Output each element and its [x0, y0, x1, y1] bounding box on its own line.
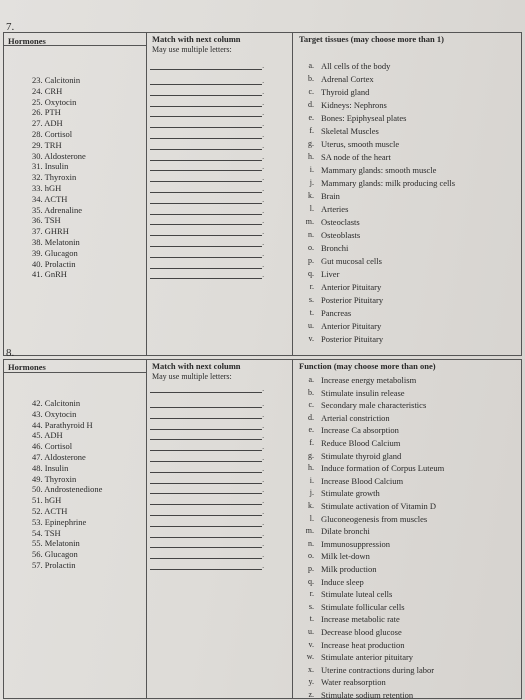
answer-blank[interactable]: [150, 203, 262, 204]
option-letter: a.: [308, 61, 314, 70]
table-8: [3, 359, 522, 699]
option-letter: j.: [309, 178, 314, 187]
option-letter: c.: [308, 87, 314, 96]
hormone-label: 32. Thyroxin: [32, 172, 77, 183]
answer-blank[interactable]: [150, 106, 262, 107]
hormone-label: 46. Cortisol: [32, 441, 73, 452]
hormone-label: 40. Prolactin: [32, 258, 76, 269]
option-letter: i.: [309, 475, 314, 485]
answer-blank[interactable]: [150, 493, 262, 494]
option-letter: h.: [308, 152, 314, 161]
option-letter: w.: [306, 652, 314, 662]
hormone-label: 48. Insulin: [32, 462, 69, 473]
option-text: Stimulate insulin release: [321, 387, 405, 398]
option-text: Adrenal Cortex: [321, 74, 374, 84]
table-8-match-subheader: May use multiple letters:: [152, 372, 232, 381]
hormone-label: 36. TSH: [32, 215, 61, 226]
answer-blank[interactable]: [150, 95, 262, 96]
answer-blank[interactable]: [150, 392, 262, 393]
option-text: Arteries: [321, 204, 349, 214]
answer-blank[interactable]: [150, 558, 262, 559]
option-letter: q.: [308, 576, 314, 586]
option-text: Water reabsorption: [321, 677, 386, 688]
table-8-match-header: Match with next column: [152, 361, 241, 371]
option-text: Posterior Pituitary: [321, 334, 384, 344]
option-text: Reduce Blood Calcium: [321, 438, 401, 448]
option-text: Arterial constriction: [321, 412, 390, 423]
option-letter: p.: [308, 256, 314, 265]
option-text: Decrease blood glucose: [321, 627, 402, 637]
option-letter: p.: [308, 564, 314, 573]
option-text: Pancreas: [321, 308, 352, 318]
option-letter: q.: [308, 269, 314, 278]
answer-blank[interactable]: [150, 515, 262, 516]
table-8-function-header: Function (may choose more than one): [299, 361, 436, 371]
option-text: Milk production: [321, 564, 377, 574]
option-text: Skeletal Muscles: [321, 126, 379, 136]
option-letter: f.: [309, 438, 314, 447]
option-text: Secondary male characteristics: [321, 400, 427, 411]
hormone-label: 51. hGH: [32, 495, 62, 506]
option-text: Milk let-down: [321, 551, 370, 562]
option-text: Liver: [321, 269, 340, 279]
answer-blank[interactable]: [150, 537, 262, 538]
option-text: Increase heat production: [321, 639, 405, 650]
answer-blank[interactable]: [150, 214, 262, 215]
option-letter: b.: [308, 387, 314, 397]
option-text: Increase energy metabolism: [321, 375, 417, 385]
hormone-label: 31. Insulin: [32, 161, 69, 172]
option-text: Uterus, smooth muscle: [321, 139, 400, 149]
option-text: Osteoblasts: [321, 230, 361, 240]
answer-blank[interactable]: [150, 149, 262, 150]
hormone-label: 47. Aldosterone: [32, 452, 86, 462]
answer-blank[interactable]: [150, 450, 262, 451]
option-text: Stimulate sodium retention: [321, 690, 414, 700]
option-letter: o.: [308, 551, 314, 561]
hormone-label: 33. hGH: [32, 183, 62, 193]
answer-blank[interactable]: [150, 483, 262, 484]
answer-blank[interactable]: [150, 84, 262, 85]
option-letter: h.: [308, 463, 314, 473]
option-letter: s.: [308, 601, 314, 611]
option-text: Thyroid gland: [321, 87, 370, 97]
hormone-label: 37. GHRH: [32, 226, 69, 237]
table-8-hormones-header: Hormones: [8, 362, 46, 372]
option-text: Anterior Pituitary: [321, 282, 382, 292]
option-letter: r.: [309, 589, 314, 599]
option-text: Posterior Pituitary: [321, 295, 384, 305]
option-text: Increase metabolic rate: [321, 614, 400, 625]
option-letter: v.: [308, 639, 314, 649]
answer-blank[interactable]: [150, 472, 262, 473]
option-letter: a.: [308, 375, 314, 384]
option-text: Induce formation of Corpus Luteum: [321, 463, 445, 474]
option-letter: x.: [308, 664, 314, 674]
answer-blank[interactable]: [150, 461, 262, 462]
hormone-label: 45. ADH: [32, 430, 63, 441]
answer-blank[interactable]: [150, 235, 262, 236]
option-text: Dilate bronchi: [321, 526, 370, 537]
option-text: Stimulate follicular cells: [321, 601, 405, 612]
answer-blank[interactable]: [150, 138, 262, 139]
hormone-label: 38. Melatonin: [32, 237, 80, 247]
option-text: SA node of the heart: [321, 152, 391, 162]
option-letter: u.: [308, 321, 314, 330]
hormone-label: 29. TRH: [32, 139, 62, 150]
option-letter: n.: [308, 538, 314, 548]
answer-blank[interactable]: [150, 569, 262, 570]
answer-blank[interactable]: [150, 69, 262, 70]
option-letter: d.: [308, 100, 314, 109]
answer-blank[interactable]: [150, 268, 262, 269]
option-text: Stimulate growth: [321, 488, 380, 499]
hormone-label: 55. Melatonin: [32, 538, 80, 549]
answer-blank[interactable]: [150, 160, 262, 161]
hormone-label: 35. Adrenaline: [32, 204, 83, 215]
option-letter: j.: [309, 488, 314, 498]
answer-blank[interactable]: [150, 257, 262, 258]
option-letter: n.: [308, 230, 314, 239]
hormone-label: 52. ACTH: [32, 506, 68, 516]
hormone-label: 44. Parathyroid H: [32, 419, 93, 430]
hormone-label: 56. Glucagon: [32, 549, 78, 560]
answer-blank[interactable]: [150, 439, 262, 440]
answer-blank[interactable]: [150, 429, 262, 430]
question-number-7: 7.: [6, 21, 15, 33]
option-letter: y.: [308, 677, 314, 687]
answer-blank[interactable]: [150, 418, 262, 419]
option-letter: k.: [308, 501, 314, 510]
option-text: Kidneys: Nephrons: [321, 100, 387, 110]
hormone-label: 27. ADH: [32, 118, 63, 129]
option-letter: t.: [309, 308, 314, 317]
option-letter: l.: [309, 204, 314, 213]
hormone-label: 49. Thyroxin: [32, 473, 77, 484]
option-letter: b.: [308, 74, 314, 83]
option-letter: s.: [308, 295, 314, 304]
hormone-label: 30. Aldosterone: [32, 150, 86, 161]
option-text: Increase Blood Calcium: [321, 475, 404, 486]
answer-blank[interactable]: [150, 246, 262, 247]
answer-blank[interactable]: [150, 407, 262, 408]
table-7-match-subheader: May use multiple letters:: [152, 45, 232, 54]
answer-blank[interactable]: [150, 170, 262, 171]
answer-blank[interactable]: [150, 224, 262, 225]
option-text: Stimulate luteal cells: [321, 589, 393, 600]
option-letter: d.: [308, 412, 314, 422]
hormone-label: 54. TSH: [32, 527, 61, 538]
option-text: Stimulate activation of Vitamin D: [321, 501, 437, 511]
option-text: Gut mucosal cells: [321, 256, 382, 266]
answer-blank[interactable]: [150, 547, 262, 548]
option-letter: z.: [308, 690, 314, 699]
hormone-label: 53. Epinephrine: [32, 516, 87, 527]
hormone-label: 28. Cortisol: [32, 129, 73, 139]
answer-blank[interactable]: [150, 127, 262, 128]
hormone-label: 26. PTH: [32, 107, 61, 118]
option-text: Bronchi: [321, 243, 349, 253]
hormone-label: 25. Oxytocin: [32, 96, 77, 107]
hormone-label: 24. CRH: [32, 85, 63, 96]
option-text: Stimulate anterior pituitary: [321, 652, 414, 663]
answer-blank[interactable]: [150, 504, 262, 505]
answer-blank[interactable]: [150, 526, 262, 527]
answer-blank[interactable]: [150, 278, 262, 279]
hormone-label: 23. Calcitonin: [32, 75, 81, 85]
option-letter: g.: [308, 450, 314, 460]
question-number-8: 8.: [6, 347, 15, 359]
option-letter: v.: [308, 334, 314, 343]
option-letter: m.: [305, 217, 314, 226]
option-letter: i.: [309, 165, 314, 174]
option-text: All cells of the body: [321, 61, 391, 71]
option-letter: f.: [309, 126, 314, 135]
option-letter: k.: [308, 191, 314, 200]
option-text: Increase Ca absorption: [321, 425, 399, 436]
table-7: [3, 32, 522, 356]
option-letter: r.: [309, 282, 314, 291]
option-letter: u.: [308, 627, 314, 636]
option-text: Mammary glands: milk producing cells: [321, 178, 456, 188]
option-letter: g.: [308, 139, 314, 148]
option-letter: l.: [309, 513, 314, 523]
option-text: Induce sleep: [321, 576, 364, 587]
hormone-label: 50. Androstenedione: [32, 484, 103, 495]
option-text: Stimulate thyroid gland: [321, 450, 402, 461]
option-text: Immunosuppression: [321, 538, 390, 549]
option-text: Mammary glands: smooth muscle: [321, 165, 437, 175]
table-7-target-header: Target tissues (may choose more than 1): [299, 34, 444, 44]
option-letter: t.: [309, 614, 314, 624]
option-text: Brain: [321, 191, 340, 201]
option-text: Osteoclasts: [321, 217, 360, 227]
option-text: Gluconeogenesis from muscles: [321, 513, 428, 524]
table-7-match-header: Match with next column: [152, 34, 241, 44]
option-letter: c.: [308, 400, 314, 410]
answer-blank[interactable]: [150, 181, 262, 182]
table-7-hormones-header: Hormones: [8, 36, 46, 46]
hormone-label: 34. ACTH: [32, 193, 68, 204]
option-letter: e.: [308, 113, 314, 122]
option-letter: o.: [308, 243, 314, 252]
option-text: Uterine contractions during labor: [321, 664, 435, 675]
option-letter: e.: [308, 425, 314, 435]
hormone-label: 39. Glucagon: [32, 247, 78, 258]
hormone-label: 41. GnRH: [32, 269, 67, 280]
hormone-label: 57. Prolactin: [32, 560, 76, 570]
answer-blank[interactable]: [150, 192, 262, 193]
option-text: Bones: Epiphyseal plates: [321, 113, 407, 123]
option-letter: m.: [305, 526, 314, 536]
hormone-label: 42. Calcitonin: [32, 398, 81, 408]
hormone-label: 43. Oxytocin: [32, 408, 77, 419]
answer-blank[interactable]: [150, 116, 262, 117]
option-text: Anterior Pituitary: [321, 321, 382, 331]
